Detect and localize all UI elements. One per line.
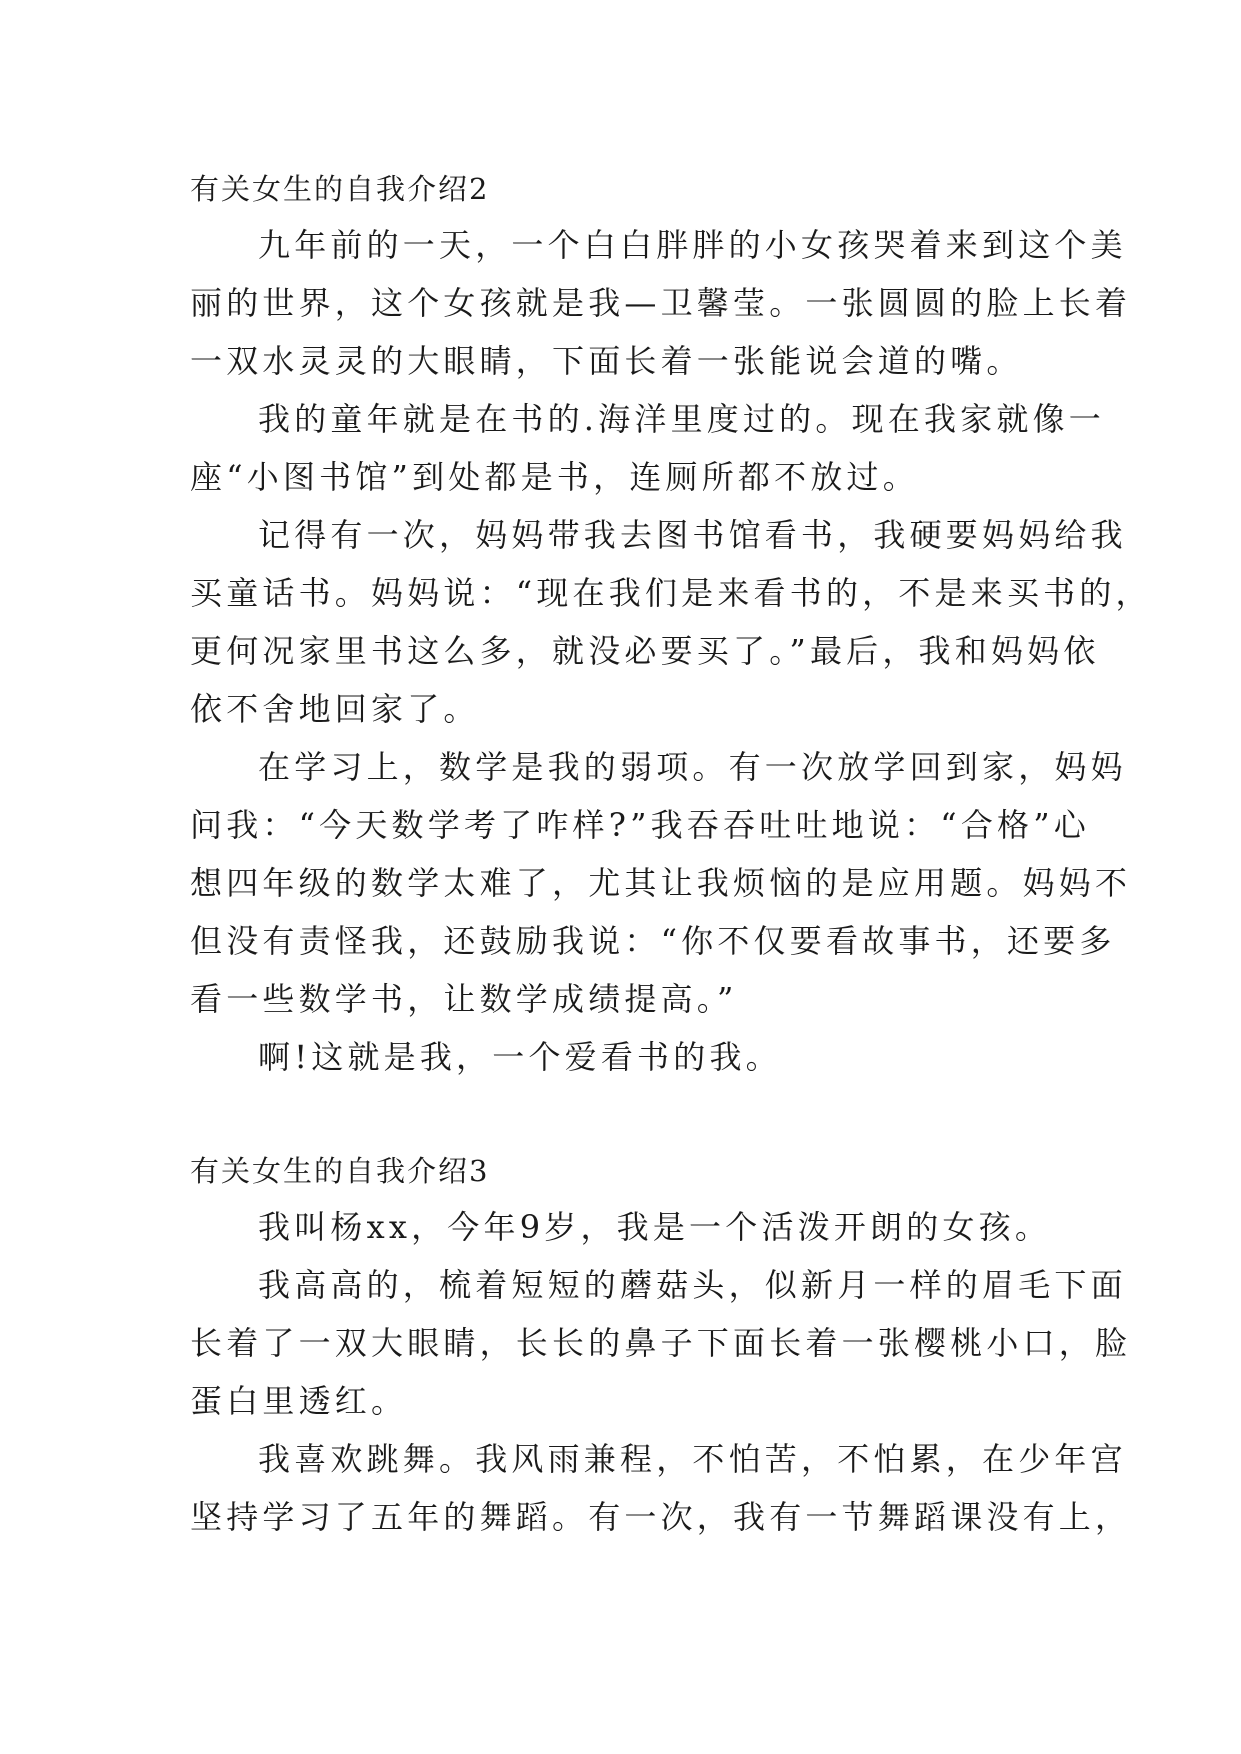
section-3: [190, 1142, 1060, 1200]
section-2: [190, 160, 1060, 218]
paragraph-line: 在学习上，数学是我的弱项。有一次放学回到家，妈妈: [258, 748, 1127, 786]
paragraph-line: 依不舍地回家了。: [190, 690, 480, 728]
section-heading: 有关女生的自我介绍3: [190, 1154, 490, 1188]
paragraph-line: 长着了一双大眼睛，长长的鼻子下面长着一张樱桃小口，脸: [190, 1324, 1132, 1362]
paragraph: [190, 506, 1152, 738]
paragraph: [190, 390, 1105, 506]
paragraph-line: 座“小图书馆”到处都是书，连厕所都不放过。: [190, 458, 919, 496]
section-2-body: [190, 216, 1152, 1086]
paragraph-line: 我高高的，梳着短短的蘑菇头，似新月一样的眉毛下面: [258, 1266, 1127, 1304]
paragraph-line: 啊!这就是我，一个爱看书的我。: [258, 1038, 782, 1076]
paragraph-line: 我的童年就是在书的.海洋里度过的。现在我家就像一: [258, 400, 1105, 438]
paragraph-line: 问我：“今天数学考了咋样?”我吞吞吐吐地说：“合格”心: [190, 806, 1090, 844]
paragraph-line: 看一些数学书，让数学成绩提高。”: [190, 980, 738, 1018]
paragraph-line: 坚持学习了五年的舞蹈。有一次，我有一节舞蹈课没有上，: [190, 1498, 1132, 1536]
paragraph-line: 记得有一次，妈妈带我去图书馆看书，我硬要妈妈给我: [258, 516, 1127, 554]
paragraph: [190, 1256, 1132, 1430]
paragraph-line: 蛋白里透红。: [190, 1382, 408, 1420]
paragraph-line: 丽的世界，这个女孩就是我—卫馨莹。一张圆圆的脸上长着: [190, 284, 1132, 322]
paragraph-line: 更何况家里书这么多，就没必要买了。”最后，我和妈妈依: [190, 632, 1100, 670]
paragraph-line: 一双水灵灵的大眼睛，下面长着一张能说会道的嘴。: [190, 342, 1023, 380]
paragraph: [190, 738, 1132, 1028]
paragraph: [190, 1198, 1060, 1256]
paragraph-line: 九年前的一天，一个白白胖胖的小女孩哭着来到这个美: [258, 226, 1127, 264]
paragraph-line: 我喜欢跳舞。我风雨兼程，不怕苦，不怕累，在少年宫: [258, 1440, 1127, 1478]
paragraph-line: 买童话书。妈妈说：“现在我们是来看书的，不是来买书的，: [190, 574, 1152, 612]
section-3-body: [190, 1198, 1132, 1546]
section-heading: 有关女生的自我介绍2: [190, 172, 490, 206]
paragraph: [190, 1028, 1060, 1086]
paragraph: [190, 1430, 1132, 1546]
paragraph-line: 但没有责怪我，还鼓励我说：“你不仅要看故事书，还要多: [190, 922, 1116, 960]
paragraph: [190, 216, 1132, 390]
paragraph-line: 想四年级的数学太难了，尤其让我烦恼的是应用题。妈妈不: [190, 864, 1132, 902]
paragraph-line: 我叫杨xx，今年9岁，我是一个活泼开朗的女孩。: [258, 1208, 1052, 1246]
